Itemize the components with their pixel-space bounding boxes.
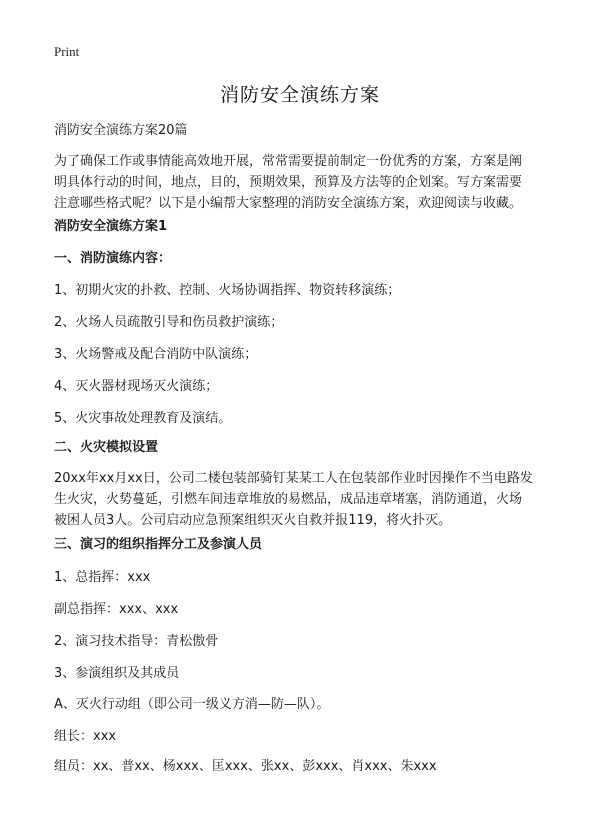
org-line: 3、参演组织及其成员 <box>54 666 180 681</box>
section-title: 消防安全演练方案1 <box>54 219 168 234</box>
list-item: 2、火场人员疏散引导和伤员救护演练； <box>54 315 284 330</box>
scenario-line: 20xx年xx月xx日，公司二楼包装部骑钉某某工人在包装部作业时因操作不当电路发 <box>54 471 533 486</box>
intro-paragraph <box>54 151 552 214</box>
scenario-paragraph <box>54 468 552 531</box>
org-line: A、灭火行动组（即公司一级义方消—防—队）。 <box>54 697 330 712</box>
heading-organization: 三、演习的组织指挥分工及参演人员 <box>54 537 263 552</box>
intro-line: 为了确保工作或事情能高效地开展，常常需要提前制定一份优秀的方案，方案是阐 <box>54 154 523 169</box>
document-subtitle: 消防安全演练方案20篇 <box>54 123 188 138</box>
list-item: 4、灭火器材现场灭火演练； <box>54 379 219 394</box>
intro-line: 明具体行动的时间，地点，目的，预期效果，预算及方法等的企划案。写方案需要 <box>54 175 523 190</box>
list-item: 1、初期火灾的扑救、控制、火场协调指挥、物资转移演练； <box>54 283 401 298</box>
scenario-line: 生火灾，火势蔓延，引燃车间违章堆放的易燃品，成品违章堵塞，消防通道，火场 <box>54 492 523 507</box>
org-line: 2、演习技术指导：青松傲骨 <box>54 634 219 649</box>
print-label: Print <box>54 44 80 59</box>
list-item: 5、火灾事故处理教育及演结。 <box>54 411 232 426</box>
org-line: 组长：xxx <box>54 729 117 744</box>
org-line: 副总指挥：xxx、xxx <box>54 602 179 617</box>
document-title: 消防安全演练方案 <box>219 84 380 106</box>
org-line: 组员：xx、普xx、杨xxx、匡xxx、张xx、彭xxx、肖xxx、朱xxx <box>54 759 437 774</box>
heading-drill-content: 一、消防演练内容： <box>54 251 172 266</box>
scenario-line: 被困人员3人。公司启动应急预案组织灭火自救并报119，将火扑灭。 <box>54 513 452 528</box>
org-line: 1、总指挥：xxx <box>54 570 151 585</box>
list-item: 3、火场警戒及配合消防中队演练； <box>54 347 258 362</box>
intro-line: 注意哪些格式呢？以下是小编帮大家整理的消防安全演练方案，欢迎阅读与收藏。 <box>54 196 523 211</box>
heading-fire-simulation: 二、火灾模拟设置 <box>54 440 159 455</box>
